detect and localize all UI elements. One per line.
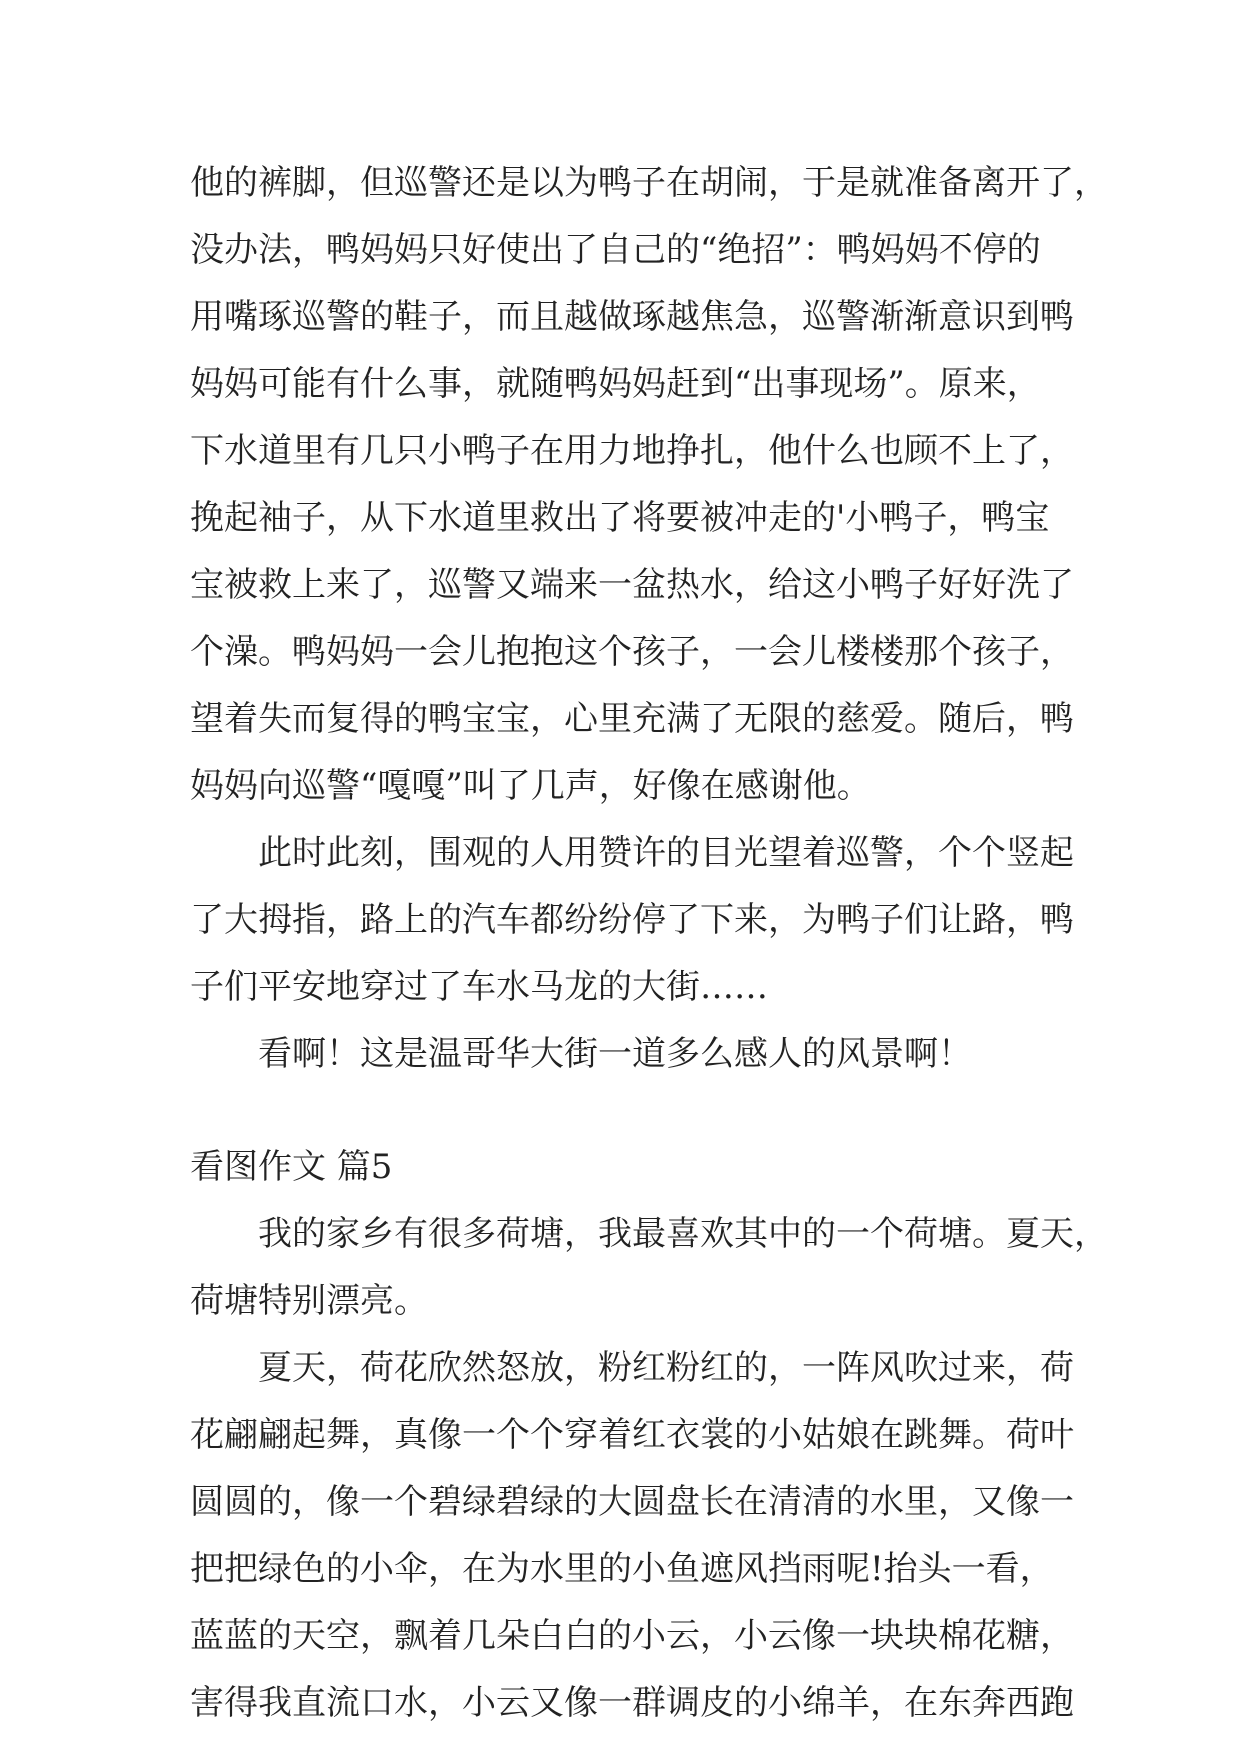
- paragraph-line: 妈妈可能有什么事，就随鸭妈妈赶到“出事现场”。原来，: [190, 364, 1041, 404]
- paragraph-line: 望着失而复得的鸭宝宝，心里充满了无限的慈爱。随后，鸭: [190, 699, 1074, 739]
- paragraph-line: 蓝蓝的天空，飘着几朵白白的小云，小云像一块块棉花糖，: [190, 1616, 1074, 1656]
- paragraph-line: 没办法，鸭妈妈只好使出了自己的“绝招”：鸭妈妈不停的: [190, 230, 1041, 270]
- paragraph-line: 此时此刻，围观的人用赞许的目光望着巡警，个个竖起: [258, 833, 1074, 873]
- paragraph-line: 了大拇指，路上的汽车都纷纷停了下来，为鸭子们让路，鸭: [190, 900, 1074, 940]
- paragraph-line: 妈妈向巡警“嘎嘎”叫了几声，好像在感谢他。: [190, 766, 871, 806]
- paragraph-line: 个澡。鸭妈妈一会儿抱抱这个孩子，一会儿楼楼那个孩子，: [190, 632, 1074, 672]
- section-heading: 看图作文 篇5: [190, 1147, 393, 1187]
- paragraph-line: 下水道里有几只小鸭子在用力地挣扎，他什么也顾不上了，: [190, 431, 1074, 471]
- paragraph-line: 看啊！这是温哥华大街一道多么感人的风景啊！: [258, 1034, 972, 1074]
- paragraph-line: 荷塘特别漂亮。: [190, 1281, 428, 1321]
- paragraph-line: 花翩翩起舞，真像一个个穿着红衣裳的小姑娘在跳舞。荷叶: [190, 1415, 1074, 1455]
- document-body: [190, 150, 1108, 1737]
- paragraph-line: 用嘴琢巡警的鞋子，而且越做琢越焦急，巡警渐渐意识到鸭: [190, 297, 1074, 337]
- paragraph-line: 把把绿色的小伞，在为水里的小鱼遮风挡雨呢!抬头一看，: [190, 1549, 1054, 1589]
- paragraph-line: 他的裤脚，但巡警还是以为鸭子在胡闹，于是就准备离开了，: [190, 163, 1108, 203]
- paragraph-line: 我的家乡有很多荷塘，我最喜欢其中的一个荷塘。夏天，: [258, 1214, 1108, 1254]
- paragraph-line: 害得我直流口水，小云又像一群调皮的小绵羊，在东奔西跑: [190, 1683, 1074, 1723]
- paragraph-line: 子们平安地穿过了车水马龙的大街……: [190, 967, 768, 1007]
- paragraph-line: 圆圆的，像一个碧绿碧绿的大圆盘长在清清的水里，又像一: [190, 1482, 1074, 1522]
- paragraph-line: 夏天，荷花欣然怒放，粉红粉红的，一阵风吹过来，荷: [258, 1348, 1074, 1388]
- paragraph-line: 宝被救上来了，巡警又端来一盆热水，给这小鸭子好好洗了: [190, 565, 1074, 605]
- paragraph-line: 挽起袖子，从下水道里救出了将要被冲走的'小鸭子，鸭宝: [190, 498, 1050, 538]
